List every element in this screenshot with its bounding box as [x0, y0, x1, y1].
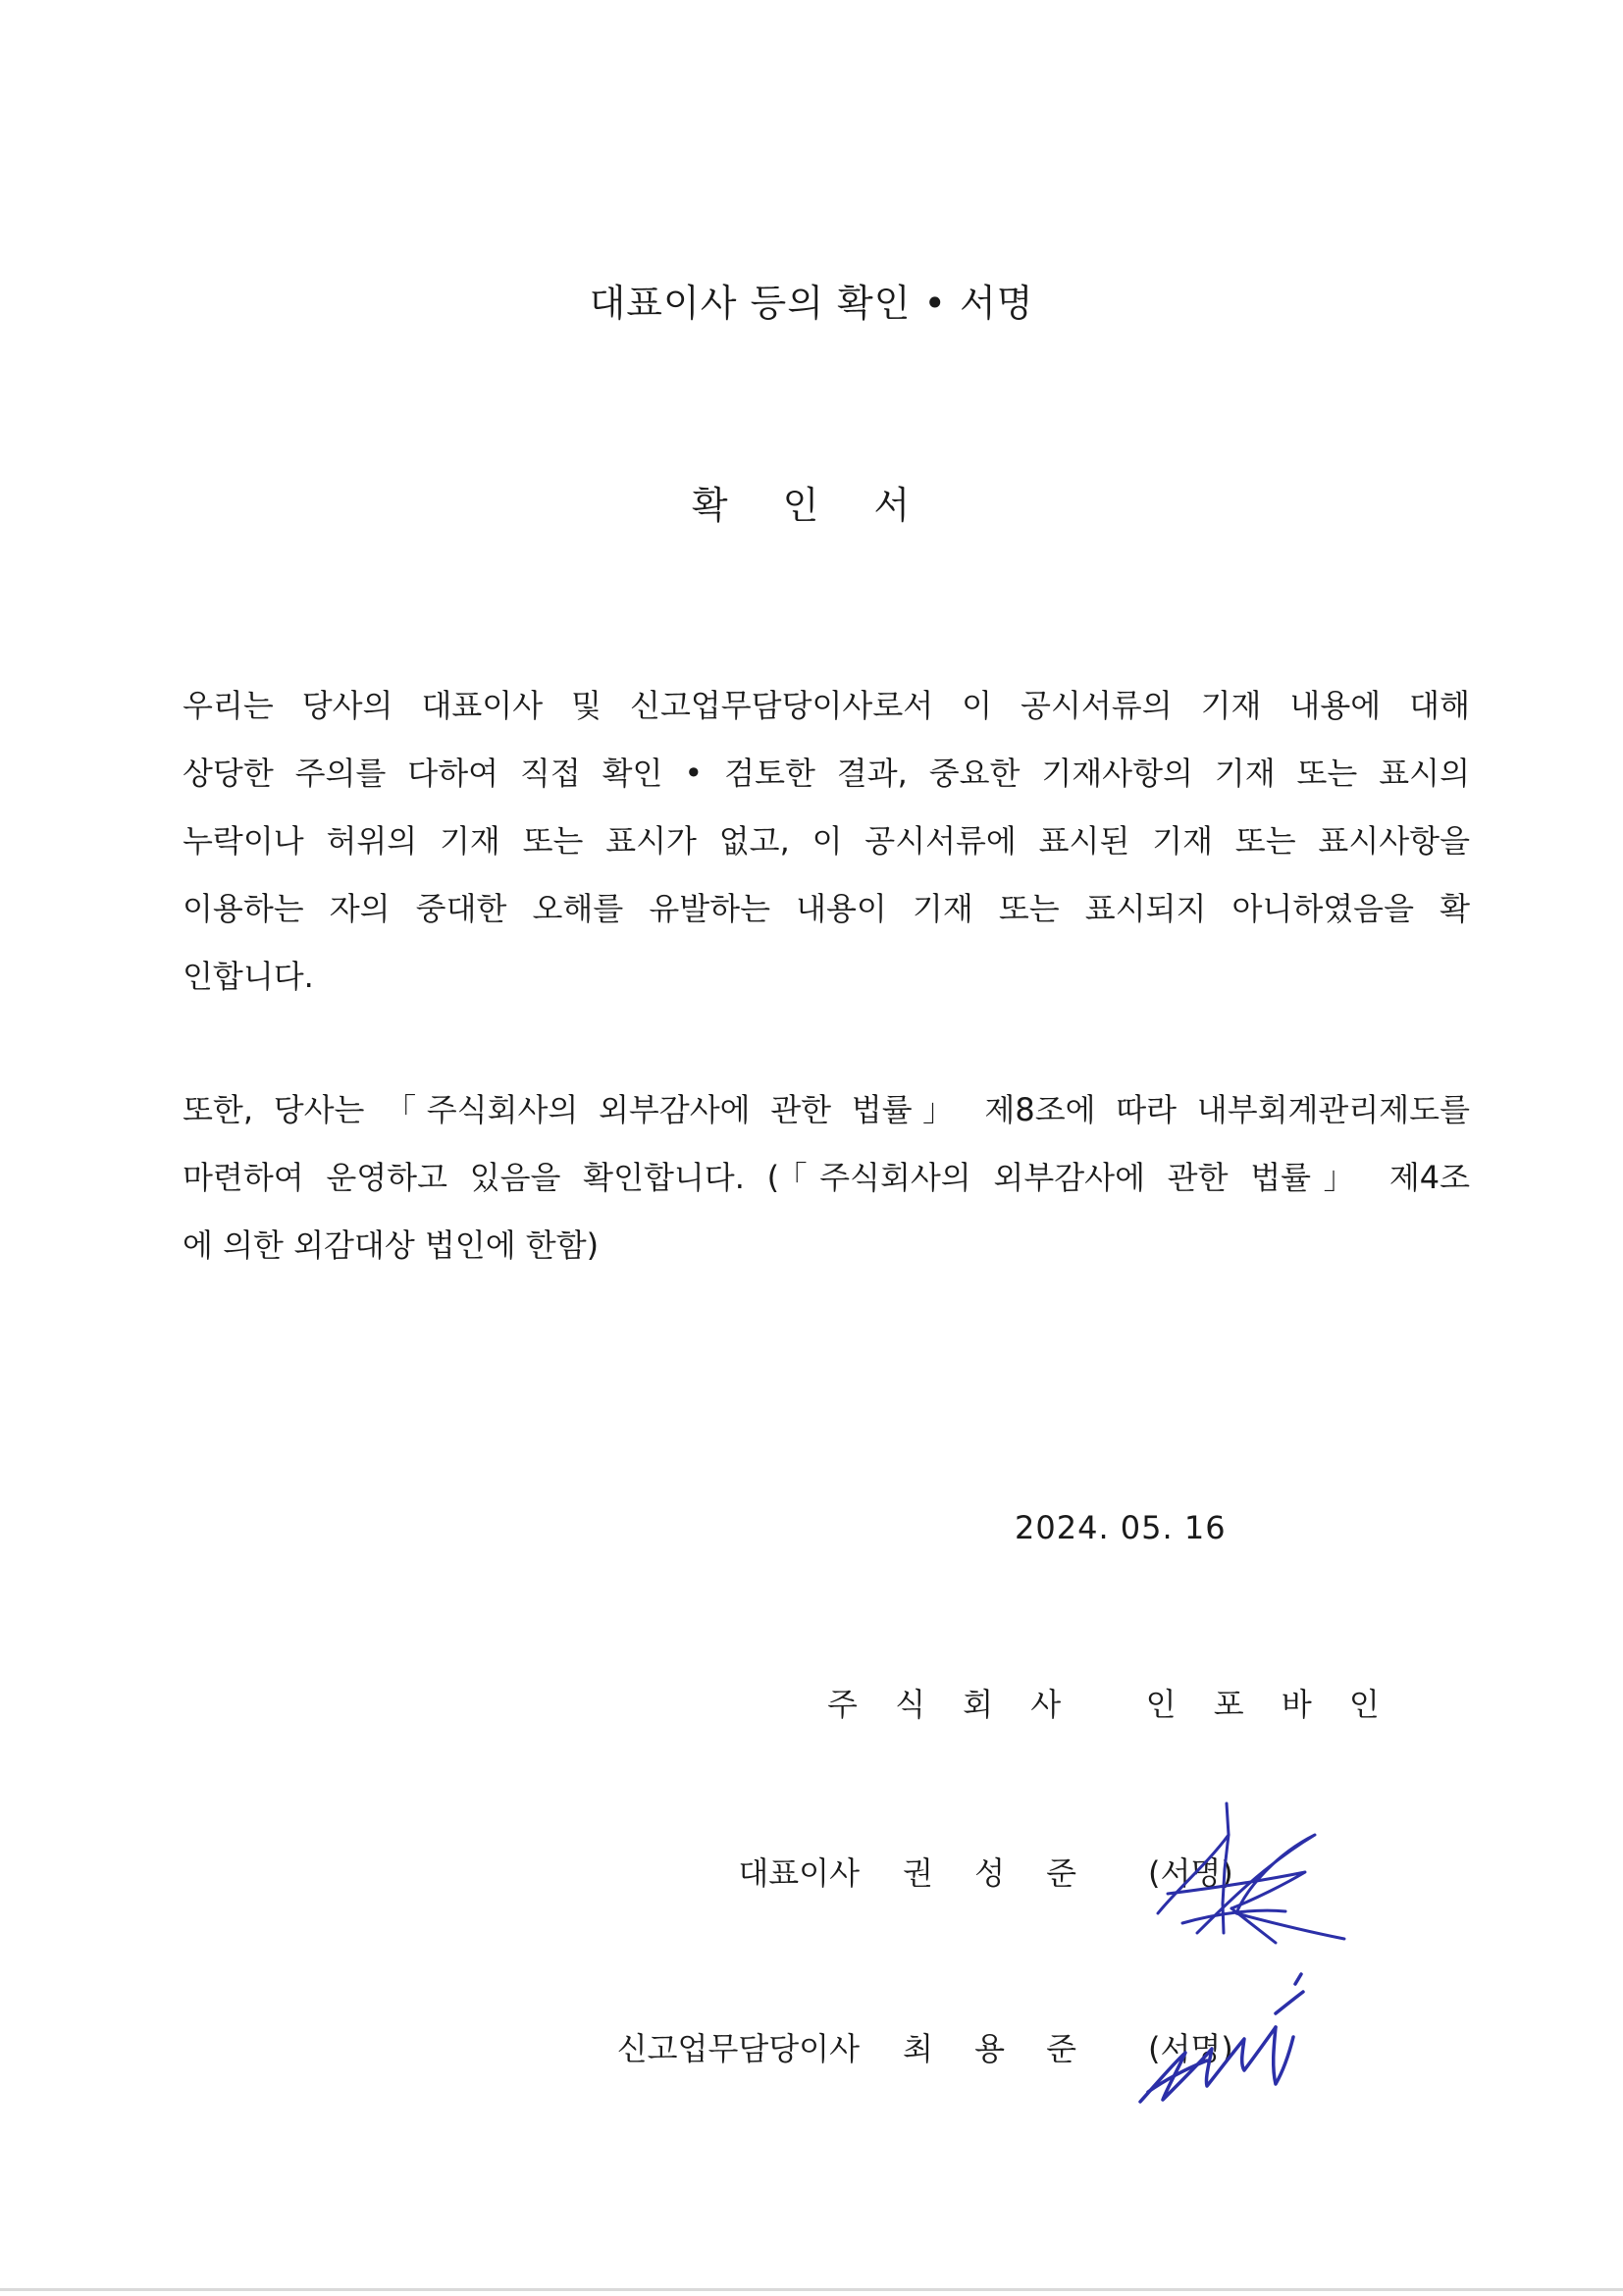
paragraph-line: 누락이나 허위의 기재 또는 표시가 없고, 이 공시서류에 표시된 기재 또는 표시사항을 — [183, 825, 1470, 860]
signer-role: 신고업무담당이사 — [616, 2030, 860, 2067]
document-date: 2024. 05. 16 — [1015, 1509, 1227, 1546]
paragraph-line: 에 의한 외감대상 법인에 한함) — [183, 1229, 600, 1264]
page-bottom-rule — [0, 2288, 1623, 2291]
paragraph-line: 마련하여 운영하고 있음을 확인합니다. (「주식회사의 외부감사에 관한 법률」 제4조 — [183, 1162, 1470, 1196]
paragraph-line: 이용하는 자의 중대한 오해를 유발하는 내용이 기재 또는 표시되지 아니하였음을 확 — [183, 893, 1470, 927]
signer-disclosure-officer — [0, 2024, 1623, 2083]
signer-role: 대표이사 — [738, 1854, 860, 1892]
paragraph-line: 상당한 주의를 다하여 직접 확인 • 검토한 결과, 중요한 기재사항의 기재 또는 표시의 — [183, 757, 1470, 792]
paragraph-line: 우리는 당사의 대표이사 및 신고업무담당이사로서 이 공시서류의 기재 내용에 대해 — [183, 690, 1470, 724]
signer-name: 최 용 준 — [903, 2030, 1093, 2067]
signature-label: (서명) — [1148, 1854, 1233, 1892]
paragraph-line: 또한, 당사는 「주식회사의 외부감사에 관한 법률」 제8조에 따라 내부회계관리제도를 — [183, 1094, 1470, 1128]
internal-control-paragraph — [183, 1094, 1470, 1297]
paragraph-line: 인합니다. — [183, 961, 314, 995]
signer-name: 권 성 준 — [903, 1854, 1093, 1892]
document-title: 확 인 서 — [691, 484, 932, 527]
signer-ceo — [0, 1849, 1623, 1907]
page-header: 대표이사 등의 확인 • 서명 — [589, 282, 1034, 325]
signature-label: (서명) — [1148, 2030, 1233, 2067]
company-name: 주 식 회 사 인 포 바 인 — [827, 1686, 1393, 1723]
confirmation-paragraph — [183, 690, 1470, 1028]
